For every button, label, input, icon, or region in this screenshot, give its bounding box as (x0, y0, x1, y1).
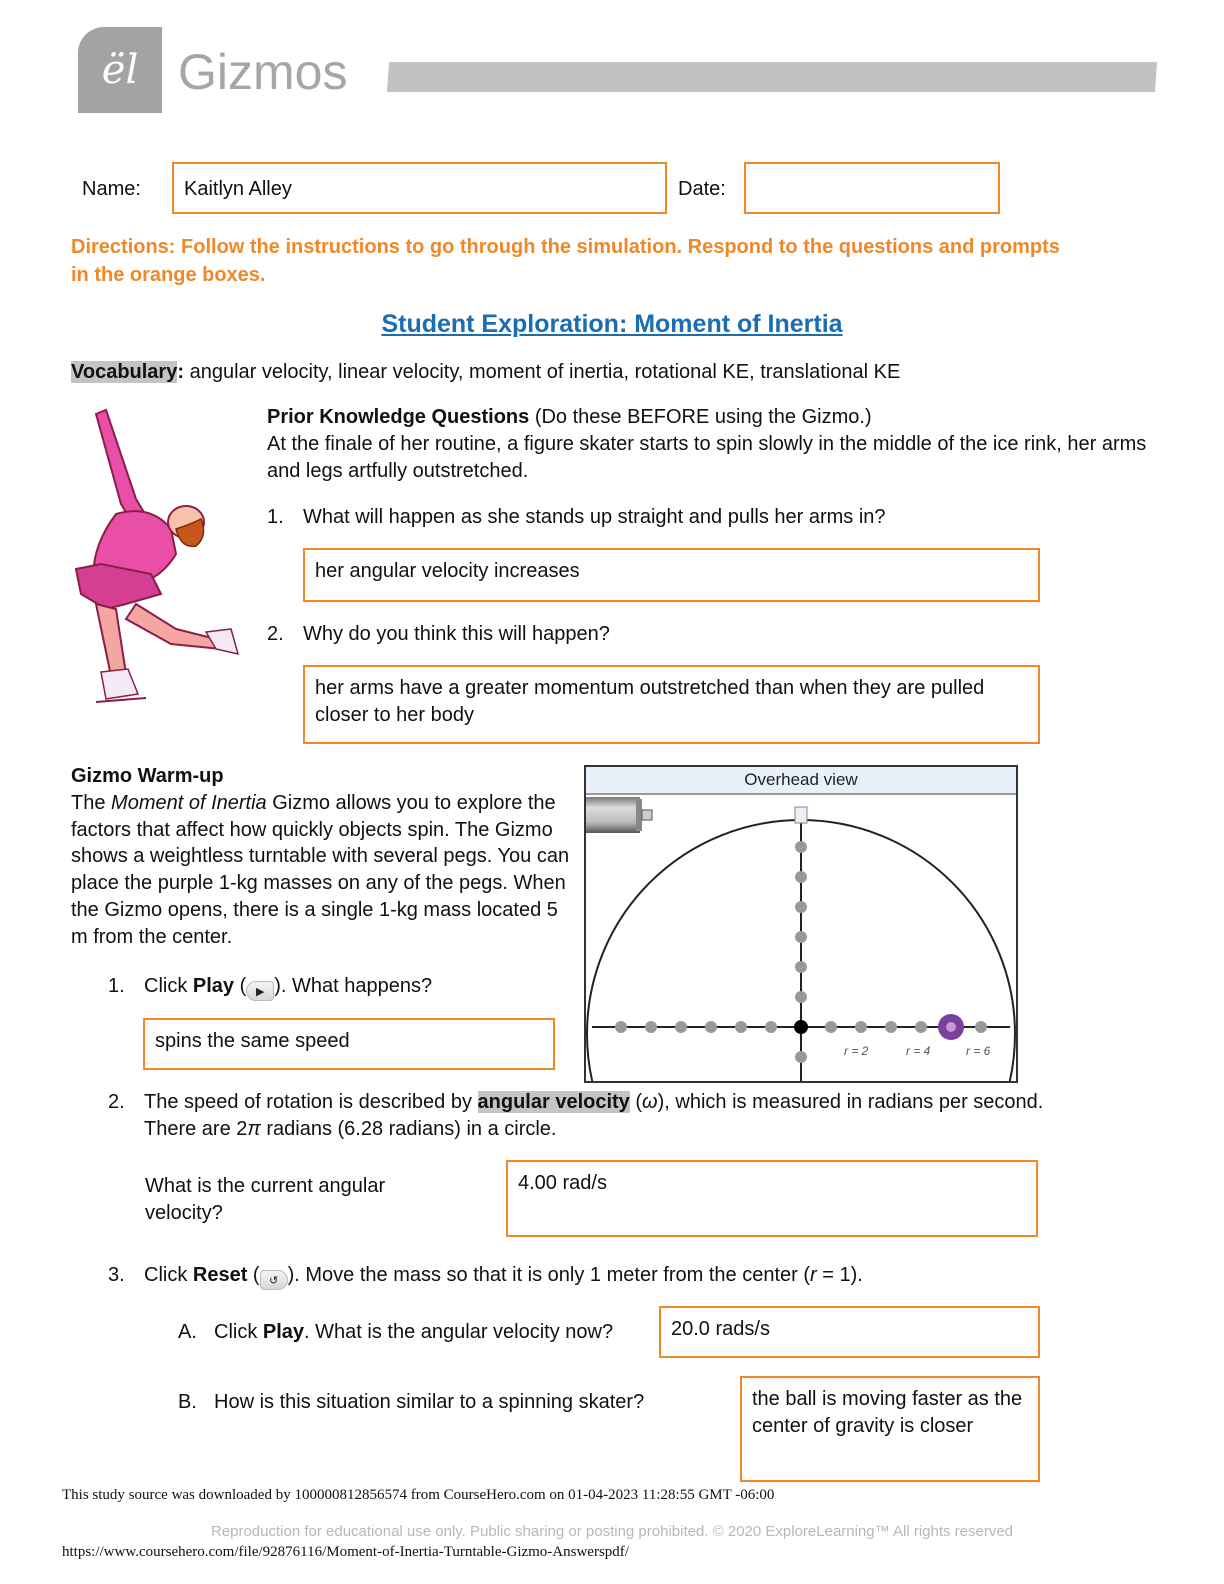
q3-part-b (178, 1389, 644, 1416)
vocabulary-terms: angular velocity, linear velocity, moment of inertia, rotational KE, translational KE (184, 361, 901, 383)
reproduction-notice: Reproduction for educational use only. Public sharing or posting prohibited. © 2020 ExploreLearning™ All rights reserved (210, 1523, 1014, 1540)
q3a-play: Play (262, 1321, 305, 1343)
r6-label: r = 6 (966, 1044, 991, 1058)
gizmo-overhead-view (584, 765, 1018, 1083)
q3a-pre: Click (214, 1321, 263, 1343)
angular-velocity-term: angular velocity (477, 1091, 630, 1113)
r2-label: r = 2 (844, 1044, 869, 1058)
pk-question-2 (267, 621, 610, 648)
pk-question-1 (267, 504, 886, 531)
q2-paren: ( (629, 1091, 643, 1113)
question-number: 2. (108, 1091, 125, 1113)
part-letter: A. (178, 1321, 197, 1343)
q3-text-post: ). Move the mass so that it is only 1 meter from the center ( (287, 1264, 811, 1286)
prior-knowledge-intro: At the finale of her routine, a figure skater starts to spin slowly in the middle of the ice rink, her arms and legs artfully outstretched. (267, 433, 1147, 482)
q3-part-a (178, 1319, 613, 1346)
pk-answer-1[interactable]: her angular velocity increases (303, 548, 1040, 602)
warmup-question-3 (108, 1262, 1148, 1290)
play-icon: ▶ (246, 981, 274, 1001)
warmup-answer-1[interactable]: spins the same speed (143, 1018, 555, 1070)
question-number: 1. (267, 506, 284, 528)
question-number: 2. (267, 623, 284, 645)
play-label: Play (192, 975, 235, 997)
q2-line2-post: radians (6.28 radians) in a circle. (260, 1118, 557, 1140)
prior-knowledge-heading: Prior Knowledge Questions (267, 406, 530, 428)
warmup-section (71, 763, 571, 951)
page-title: Student Exploration: Moment of Inertia (381, 310, 843, 338)
q3b-text: How is this situation similar to a spinning skater? (214, 1391, 645, 1413)
part-letter: B. (178, 1391, 197, 1413)
warmup-question-2 (108, 1089, 1148, 1143)
header-bar (387, 62, 1157, 92)
prior-knowledge-note: (Do these BEFORE using the Gizmo.) (529, 406, 872, 428)
pk-answer-2[interactable]: her arms have a greater momentum outstretched than when they are pulled closer to her body (303, 665, 1040, 744)
question-number: 1. (108, 975, 125, 997)
question-text: What will happen as she stands up straight and pulls her arms in? (303, 506, 886, 528)
warmup-question-1 (108, 973, 432, 1001)
q3-text-end: = 1). (816, 1264, 863, 1286)
question-text: Why do you think this will happen? (303, 623, 610, 645)
vocabulary-label: Vocabulary (71, 361, 178, 383)
figure-skater-illustration (66, 404, 246, 714)
q1-text-pre: Click (144, 975, 193, 997)
warmup-intro-pre: The (71, 791, 112, 814)
q2-line2-pre: There are 2 (144, 1118, 248, 1140)
q1-text-post: ). What happens? (274, 975, 433, 997)
pi-symbol: π (247, 1118, 261, 1140)
q1-paren: ( (234, 975, 247, 997)
prior-knowledge-section (267, 404, 1147, 485)
warmup-heading: Gizmo Warm-up (71, 765, 224, 787)
reset-label: Reset (192, 1264, 248, 1286)
warmup-intro-italic: Moment of Inertia (111, 791, 267, 814)
download-note: This study source was downloaded by 100000812856574 from CourseHero.com on 01-04-2023 11:28:55 GMT -06:00 (62, 1487, 775, 1503)
q2-text-pre: The speed of rotation is described by (144, 1091, 478, 1113)
name-label: Name: (82, 178, 141, 200)
turntable-diagram (586, 767, 1016, 1081)
q3-text-pre: Click (144, 1264, 193, 1286)
overhead-view-title: Overhead view (586, 767, 1016, 795)
reset-icon: ↺ (260, 1270, 288, 1290)
date-label: Date: (678, 178, 726, 200)
q3a-post: . What is the angular velocity now? (304, 1321, 614, 1343)
q2-text-post: ), which is measured in radians per second. (657, 1091, 1044, 1113)
q3a-answer[interactable]: 20.0 rads/s (659, 1306, 1040, 1358)
vocabulary-colon: : (177, 361, 185, 383)
vocabulary-line (71, 359, 900, 386)
question-number: 3. (108, 1264, 125, 1286)
logo-glyph-icon: ël (101, 47, 139, 93)
directions-text: Directions: Follow the instructions to go through the simulation. Respond to the questions and prompts in the orange boxes. (71, 236, 1060, 286)
omega-symbol: ω (642, 1091, 658, 1113)
date-field[interactable] (744, 162, 1000, 214)
q2-sub-question: What is the current angular velocity? (145, 1175, 386, 1224)
explorelearning-logo (78, 27, 162, 113)
source-url[interactable]: https://www.coursehero.com/file/92876116/Moment-of-Inertia-Turntable-Gizmo-Answerspdf/ (62, 1544, 629, 1560)
r-variable: r (810, 1264, 817, 1286)
q3-paren: ( (247, 1264, 260, 1286)
r4-label: r = 4 (906, 1044, 931, 1058)
warmup-intro-post: Gizmo allows you to explore the factors that affect how quickly objects spin. The Gizmo shows a weightless turntable with several pegs. You can place the purple 1-kg masses on any of the pegs. When the Gizmo opens, there is a single 1-kg mass located 5 m from the center. (71, 791, 570, 948)
q3b-answer[interactable]: the ball is moving faster as the center of gravity is closer (740, 1376, 1040, 1482)
brand-name: Gizmos (178, 44, 348, 100)
warmup-answer-2[interactable]: 4.00 rad/s (506, 1160, 1038, 1237)
name-field[interactable]: Kaitlyn Alley (172, 162, 667, 214)
